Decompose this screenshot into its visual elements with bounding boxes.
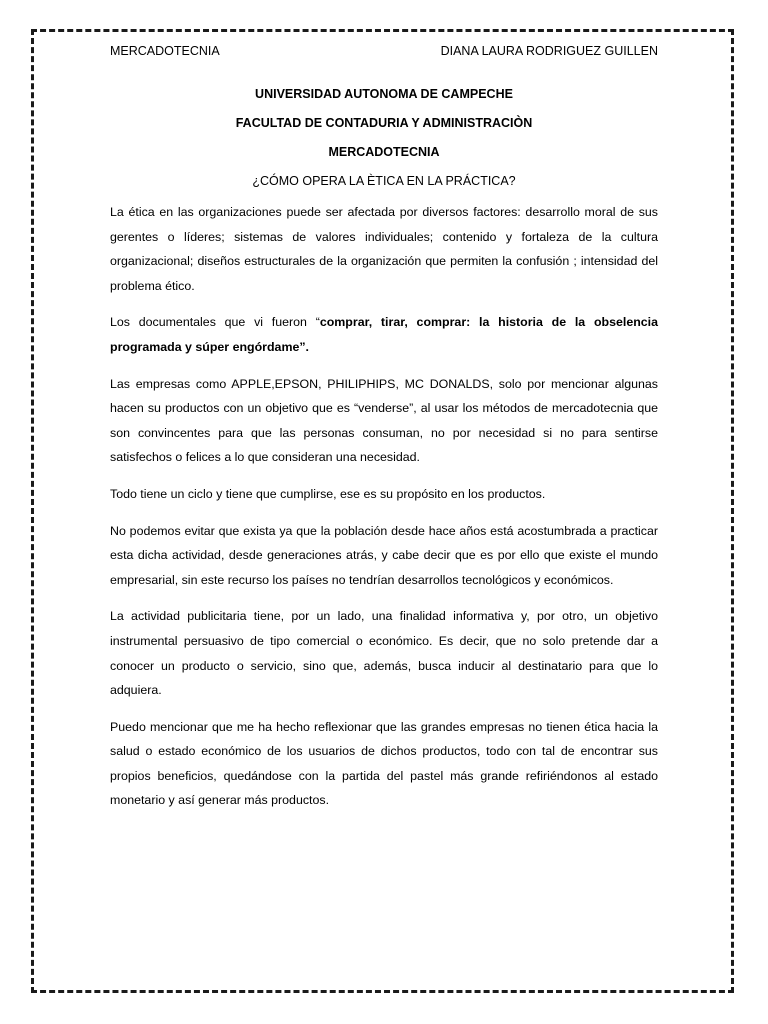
paragraph-advertising: La actividad publicitaria tiene, por un lado, una finalidad informativa y, por otro, un objetivo instrumental persuasivo de tipo comercial o económico. Es decir, que no solo pretende dar a conocer un producto o servicio, sino que, además, busca inducir al destinatario para que lo adquiera. [110,609,658,698]
header-author: DIANA LAURA RODRIGUEZ GUILLEN [440,44,658,58]
paragraph-cycle: Todo tiene un ciclo y tiene que cumplirse, ese es su propósito en los productos. [110,486,546,501]
question-title: ¿CÓMO OPERA LA ÈTICA EN LA PRÁCTICA? [252,174,516,188]
document-body [110,200,658,825]
paragraph-companies: Las empresas como APPLE,EPSON, PHILIPHIPS, MC DONALDS, solo por mencionar algunas hacen su productos con un objetivo que es “venderse”, al usar los métodos de mercadotecnia que son convincentes para que las personas consuman, no por necesidad si no para sentirse satisfechos o felices a lo que consideran una necesidad. [110,376,658,465]
paragraph-reflection: Puedo mencionar que me ha hecho reflexionar que las grandes empresas no tienen ética hacia la salud o estado económico de los usuarios de dichos productos, todo con tal de encontrar sus propios beneficios, quedándose con la partida del pastel más grande refiriéndonos al estado monetario y así generar más productos. [110,719,658,808]
paragraph-ethics-factors: La ética en las organizaciones puede ser afectada por diversos factores: desarrollo moral de sus gerentes o líderes; sistemas de valores individuales; contenido y fortaleza de la cultura organizacional; diseños estructurales de la organización que permiten la confusión ; intensidad del problema ético. [110,205,658,293]
documentaries-titles: comprar, tirar, comprar: la historia de la obselencia programada y súper engórdame”. [110,315,659,354]
university-title: UNIVERSIDAD AUTONOMA DE CAMPECHE [255,87,513,101]
paragraph-population: No podemos evitar que exista ya que la población desde hace años está acostumbrada a practicar esta dicha actividad, desde generaciones atrás, y cabe decir que es por ello que existe el mundo empresarial, sin este recurso los países no tendrían desarrollos tecnológicos y económicos. [110,523,658,587]
title-block [110,85,658,201]
paragraph-documentaries [110,310,658,359]
header-subject: MERCADOTECNIA [110,44,220,58]
page-header [110,44,658,62]
subject-title: MERCADOTECNIA [328,145,440,159]
documentaries-intro: Los documentales que vi fueron “ [110,315,320,330]
faculty-title: FACULTAD DE CONTADURIA Y ADMINISTRACIÒN [235,116,533,130]
